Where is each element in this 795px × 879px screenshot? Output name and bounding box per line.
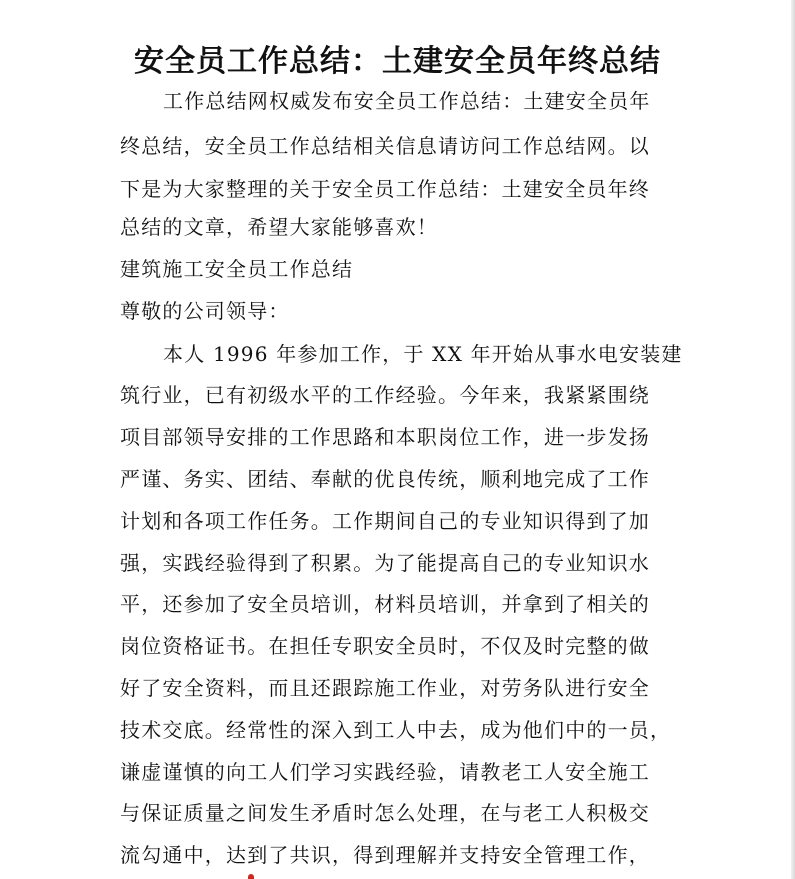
red-mark [248,874,254,879]
page-edge-shadow [791,0,795,879]
text-line: 谦虚谨慎的向工人们学习实践经验，请教老工人安全施工 [120,760,650,784]
text-line: 筑行业，已有初级水平的工作经验。今年来，我紧紧围绕 [120,383,650,407]
text-line: 本人 1996 年参加工作，于 XX 年开始从事水电安装建 [163,342,683,366]
text-line: 与保证质量之间发生矛盾时怎么处理，在与老工人积极交 [120,801,650,825]
text-line: 强，实践经验得到了积累。为了能提高自己的专业知识水 [120,551,650,575]
text-line: 严谨、务实、团结、奉献的优良传统，顺利地完成了工作 [120,467,650,491]
text-line: 岗位资格证书。在担任专职安全员时，不仅及时完整的做 [120,634,650,658]
text-line: 平，还参加了安全员培训，材料员培训，并拿到了相关的 [120,592,650,616]
text-line: 流勾通中，达到了共识，得到理解并支持安全管理工作， [120,843,650,867]
text-line: 终总结，安全员工作总结相关信息请访问工作总结网。以 [120,134,650,158]
text-line: 技术交底。经常性的深入到工人中去，成为他们中的一员， [120,718,672,742]
text-line: 好了安全资料，而且还跟踪施工作业，对劳务队进行安全 [120,676,650,700]
text-line: 工作总结网权威发布安全员工作总结：土建安全员年 [163,89,651,113]
document-title: 安全员工作总结：土建安全员年终总结 [134,44,661,79]
section-heading: 建筑施工安全员工作总结 [120,257,354,281]
salutation: 尊敬的公司领导： [120,299,290,323]
text-line: 计划和各项工作任务。工作期间自己的专业知识得到了加 [120,509,650,533]
text-line: 下是为大家整理的关于安全员工作总结：土建安全员年终 [120,177,650,201]
text-line: 项目部领导安排的工作思路和本职岗位工作，进一步发扬 [120,425,650,449]
text-line: 总结的文章，希望大家能够喜欢！ [120,215,438,239]
